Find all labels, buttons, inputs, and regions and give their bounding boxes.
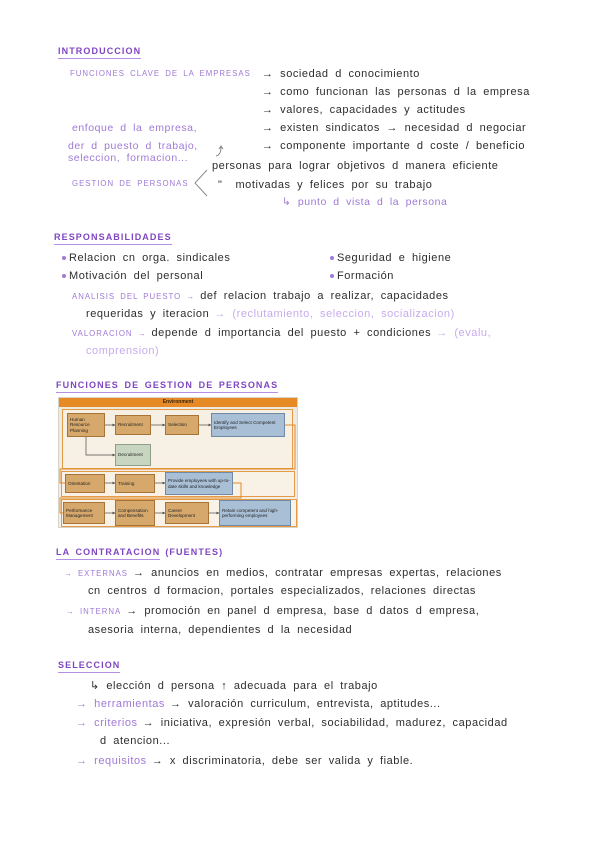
interna-text: → promoción en panel d empresa, base d datos d empresa, [126,605,480,617]
gestion-item-ditto-row [218,177,432,193]
herramientas-label: → herramientas [76,698,165,710]
herramientas-text: → valoración curriculum, entrevista, aptitudes... [169,698,441,710]
box-human-resource-planning: Human Resource Planning [67,413,105,437]
enfoque-line: enfoque d la empresa, [72,122,198,134]
externas-text: cn centros d formacion, portales especializados, relaciones directas [88,585,476,597]
ditto-mark: " [218,179,223,191]
bullet-dot [330,274,334,278]
box-career-development: Career Development [165,502,209,524]
analisis-puesto-text: requeridas y iteracion [86,308,210,320]
box-orientation: Orientation [65,474,105,493]
funciones-clave-item: → sociedad d conocimiento [262,68,420,80]
funciones-clave-item: → como funcionan las personas d la empresa [262,86,530,98]
valoracion-note: comprension) [86,345,160,357]
box-provide-skills: Provide employees with up-to-date skills and knowledge [165,472,233,495]
box-training: Training [115,474,155,493]
interna-row [66,603,479,620]
requisitos-label: → requisitos [76,755,147,767]
funciones-clave-label: FUNCIONES CLAVE DE LA EMPRESAS [70,69,251,78]
responsabilidad-bullet [62,268,203,284]
criterios-text: d atencion... [100,735,171,747]
box-recruitment: Recruitment [115,415,151,435]
valoracion-text: depende d importancia del puesto + condiciones [151,327,432,339]
requisitos-row [76,753,413,769]
seleccion-definicion: ↳ elección d persona ↑ adecuada para el trabajo [90,680,378,692]
gestion-item: motivadas y felices por su trabajo [235,179,433,191]
gestion-personas-label: GESTION DE PERSONAS [72,179,189,188]
hr-functions-diagram [58,397,298,528]
gestion-note: ↳ punto d vista d la persona [282,196,448,208]
externas-label: → EXTERNAS [64,569,128,578]
criterios-label: → criterios [76,717,138,729]
analisis-puesto-text: def relacion trabajo a realizar, capacidades [200,290,449,302]
requisitos-text: → x discriminatoria, debe ser valida y fiable. [151,755,414,767]
bullet-dot [62,256,66,260]
contratacion-subtitle: (FUENTES) [165,547,224,557]
gestion-item: personas para lograr objetivos d manera eficiente [212,160,499,172]
environment-bar: Environment [59,398,297,407]
valoracion-note: → (evalu, [436,327,492,339]
criterios-row [76,715,508,731]
externas-text: → anuncios en medios, contratar empresas expertas, relaciones [133,567,502,579]
section-title-responsabilidades: RESPONSABILIDADES [54,231,172,245]
contratacion-title: LA CONTRATACION [56,546,160,560]
enfoque-line: der d puesto d trabajo, [68,140,198,152]
box-retain-employees: Retain competent and high-performing employees [219,500,291,526]
bullet-text: Relacion cn orga. sindicales [69,252,231,264]
bullet-text: Seguridad e higiene [337,252,452,264]
section-title-contratacion [56,546,223,560]
analisis-puesto-row [72,288,449,305]
criterios-text: → iniciativa, expresión verbal, sociabilidad, madurez, capacidad [142,717,508,729]
valoracion-row [72,325,491,342]
analisis-puesto-note: → (reclutamiento, seleccion, socializacion) [214,308,455,320]
angle-bracket-icon [193,168,209,198]
section-title-seleccion: SELECCION [58,659,120,673]
section-title-funciones-gestion: FUNCIONES DE GESTION DE PERSONAS [56,379,278,393]
valoracion-label: VALORACION → [72,329,147,338]
bullet-text: Motivación del personal [69,270,204,282]
analisis-puesto-row-2 [86,306,455,322]
bullet-dot [330,256,334,260]
box-decruitment: Decruitment [115,444,151,466]
bullet-dot [62,274,66,278]
box-performance-management: Performance Management [63,502,105,524]
externas-row [64,565,502,582]
box-identify-select: Identify and Select Competent Employees [211,413,285,437]
curved-arrow-icon [213,143,225,158]
responsabilidad-bullet [62,250,230,266]
herramientas-row [76,696,441,712]
funciones-clave-item: → componente importante d coste / beneficio [262,140,525,152]
box-compensation-benefits: Compensation and Benefits [115,500,155,526]
enfoque-line: seleccion, formacion... [68,152,189,164]
responsabilidad-bullet [330,250,451,266]
interna-label: → INTERNA [66,607,122,616]
funciones-clave-item: → valores, capacidades y actitudes [262,104,466,116]
analisis-puesto-label: ANALISIS DEL PUESTO → [72,292,196,301]
bullet-text: Formación [337,270,394,282]
funciones-clave-item: → existen sindicatos → necesidad d negociar [262,122,527,134]
box-selection: Selection [165,415,199,435]
section-title-introduccion: INTRODUCCION [58,45,141,59]
interna-text: asesoria interna, dependientes d la necesidad [88,624,353,636]
responsabilidad-bullet [330,268,394,284]
